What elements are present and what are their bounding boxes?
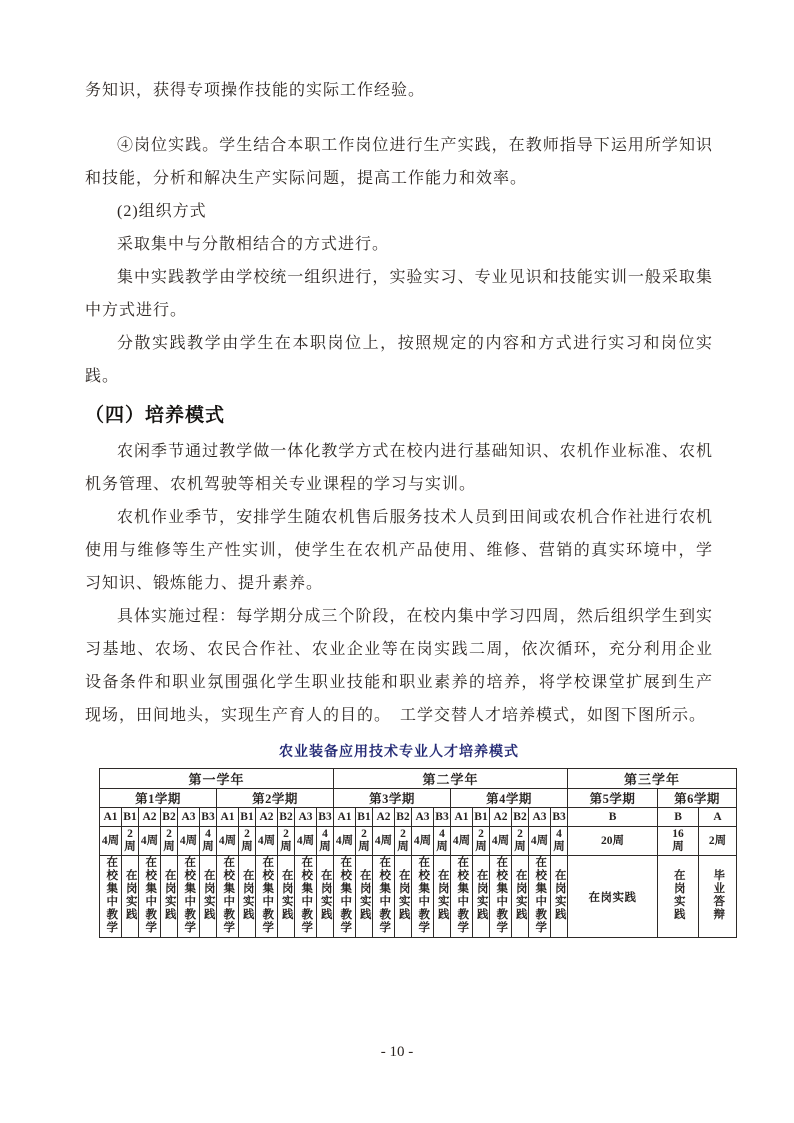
- paragraph: 集中实践教学由学校统一组织进行，实验实习、专业见识和技能实训一般采取集中方式进行。: [85, 269, 713, 319]
- table-title: 农业装备应用技术专业人才培养模式: [279, 743, 519, 759]
- activity-cell: [200, 856, 217, 938]
- phase-cell: B2: [278, 808, 295, 827]
- weeks-cell: 2 周: [278, 827, 295, 856]
- activity-cell: [395, 856, 412, 938]
- activity-cell: [568, 856, 658, 938]
- phase-cell: A3: [178, 808, 200, 827]
- vertical-activity-label: 在校集中教学: [417, 856, 430, 934]
- year-cell: 第二学年: [334, 769, 568, 789]
- weeks-cell: 4周: [529, 827, 551, 856]
- vertical-activity-label: 在校集中教学: [495, 856, 508, 934]
- semester-row: [100, 789, 737, 808]
- weeks-cell: 2周: [699, 827, 737, 856]
- semester-cell: 第1学期: [100, 789, 217, 808]
- activity-cell: [295, 856, 317, 938]
- phase-cell: B: [568, 808, 658, 827]
- year-cell: 第一学年: [100, 769, 334, 789]
- activity-cell: [178, 856, 200, 938]
- phase-cell: B2: [395, 808, 412, 827]
- phase-cell: A1: [334, 808, 356, 827]
- phase-cell: A2: [256, 808, 278, 827]
- activity-cell: [473, 856, 490, 938]
- vertical-activity-label: 在岗实践: [397, 869, 410, 921]
- weeks-cell: 4 周: [317, 827, 334, 856]
- activity-cell: [100, 856, 122, 938]
- semester-cell: 第4学期: [451, 789, 568, 808]
- vertical-activity-label: 在岗实践: [280, 869, 293, 921]
- phase-cell: B1: [356, 808, 373, 827]
- phase-cell: B3: [434, 808, 451, 827]
- paragraph: 农闲季节通过教学做一体化教学方式在校内进行基础知识、农机作业标准、农机机务管理、农机驾驶等相关专业课程的学习与实训。: [85, 443, 713, 493]
- weeks-cell: 2 周: [239, 827, 256, 856]
- activity-cell: [434, 856, 451, 938]
- weeks-cell: 4周: [217, 827, 239, 856]
- phase-cell: A1: [100, 808, 122, 827]
- activity-cell: [122, 856, 139, 938]
- phase-cell: A2: [490, 808, 512, 827]
- phase-cell: A2: [139, 808, 161, 827]
- activity-cell: [373, 856, 395, 938]
- vertical-activity-label: 在岗实践: [202, 869, 215, 921]
- vertical-activity-label: 在校集中教学: [144, 856, 157, 934]
- paragraph: 务知识，获得专项操作技能的实际工作经验。: [85, 82, 426, 99]
- year-row: [100, 769, 737, 789]
- weeks-cell: 4周: [490, 827, 512, 856]
- activity-label: 在岗实践: [588, 891, 637, 904]
- phase-cell: A2: [373, 808, 395, 827]
- vertical-activity-label: 在岗实践: [514, 869, 527, 921]
- paragraph: (2)组织方式: [117, 203, 207, 220]
- weeks-cell: 4周: [451, 827, 473, 856]
- vertical-activity-label: 在岗实践: [475, 869, 488, 921]
- phase-cell: B: [658, 808, 699, 827]
- phase-cell: B1: [473, 808, 490, 827]
- weeks-cell: 2 周: [473, 827, 490, 856]
- weeks-row: [100, 827, 737, 856]
- weeks-cell: 2 周: [512, 827, 529, 856]
- phase-cell: B3: [200, 808, 217, 827]
- phase-cell: A3: [412, 808, 434, 827]
- vertical-activity-label: 在校集中教学: [222, 856, 235, 934]
- vertical-activity-label: 在岗实践: [124, 869, 137, 921]
- phase-cell: B3: [551, 808, 568, 827]
- weeks-cell: 4周: [334, 827, 356, 856]
- activity-cell: [412, 856, 434, 938]
- vertical-activity-label: 在岗实践: [358, 869, 371, 921]
- vertical-activity-label: 在岗实践: [319, 869, 332, 921]
- phase-cell: A3: [295, 808, 317, 827]
- vertical-activity-label: 在岗实践: [241, 869, 254, 921]
- phase-cell: B1: [122, 808, 139, 827]
- activity-cell: [139, 856, 161, 938]
- paragraph: 分散实践教学由学生在本职岗位上，按照规定的内容和方式进行实习和岗位实践。: [85, 335, 713, 385]
- section-heading: （四）培养模式: [85, 405, 226, 426]
- weeks-cell: 4 周: [200, 827, 217, 856]
- training-model-table: [99, 768, 737, 938]
- paragraph: 具体实施过程：每学期分成三个阶段，在校内集中学习四周，然后组织学生到实习基地、农场、农民合作社、农业企业等在岗实践二周，依次循环，充分利用企业设备条件和职业氛围强化学生职业技能和职业素养的培养，将学校课堂扩展到生产现场，田间地头，实现生产育人的目的。 工学交替人才培养模式，如图下图所示。: [85, 608, 713, 724]
- weeks-cell: 4周: [256, 827, 278, 856]
- phase-cell: A: [699, 808, 737, 827]
- phase-row: [100, 808, 737, 827]
- page-content: [85, 74, 727, 938]
- year-cell: 第三学年: [568, 769, 737, 789]
- vertical-activity-label: 在校集中教学: [300, 856, 313, 934]
- page-number: - 10 -: [380, 1044, 414, 1060]
- vertical-activity-label: 在校集中教学: [105, 856, 118, 934]
- activity-cell: [239, 856, 256, 938]
- phase-cell: A1: [451, 808, 473, 827]
- activity-cell: [699, 856, 737, 938]
- activity-cell: [512, 856, 529, 938]
- activity-cell: [551, 856, 568, 938]
- vertical-activity-label: 在校集中教学: [378, 856, 391, 934]
- activity-cell: [658, 856, 699, 938]
- vertical-activity-label: 在岗实践: [163, 869, 176, 921]
- paragraph: 采取集中与分散相结合的方式进行。: [117, 236, 390, 253]
- activity-cell: [317, 856, 334, 938]
- semester-cell: 第6学期: [658, 789, 737, 808]
- semester-cell: 第3学期: [334, 789, 451, 808]
- activity-cell: [529, 856, 551, 938]
- vertical-activity-label: 在校集中教学: [339, 856, 352, 934]
- phase-cell: A1: [217, 808, 239, 827]
- phase-cell: B2: [512, 808, 529, 827]
- phase-cell: B3: [317, 808, 334, 827]
- weeks-cell: 16 周: [658, 827, 699, 856]
- activity-cell: [217, 856, 239, 938]
- activity-row: [100, 856, 737, 938]
- weeks-cell: 4周: [139, 827, 161, 856]
- semester-cell: 第2学期: [217, 789, 334, 808]
- phase-cell: B1: [239, 808, 256, 827]
- vertical-activity-label: 在岗实践: [672, 869, 685, 921]
- vertical-activity-label: 在岗实践: [553, 869, 566, 921]
- phase-cell: A3: [529, 808, 551, 827]
- vertical-activity-label: 在校集中教学: [456, 856, 469, 934]
- activity-cell: [451, 856, 473, 938]
- weeks-cell: 20周: [568, 827, 658, 856]
- vertical-activity-label: 毕业答辩: [712, 869, 725, 921]
- weeks-cell: 4周: [295, 827, 317, 856]
- activity-cell: [278, 856, 295, 938]
- text-blocks: [85, 74, 713, 732]
- vertical-activity-label: 在校集中教学: [261, 856, 274, 934]
- activity-cell: [334, 856, 356, 938]
- activity-cell: [256, 856, 278, 938]
- paragraph: ④岗位实践。学生结合本职工作岗位进行生产实践，在教师指导下运用所学知识和技能，分析和解决生产实际问题，提高工作能力和效率。: [85, 137, 713, 187]
- weeks-cell: 4周: [412, 827, 434, 856]
- weeks-cell: 4周: [100, 827, 122, 856]
- activity-cell: [490, 856, 512, 938]
- weeks-cell: 4周: [373, 827, 395, 856]
- activity-cell: [356, 856, 373, 938]
- weeks-cell: 2 周: [122, 827, 139, 856]
- phase-cell: B2: [161, 808, 178, 827]
- weeks-cell: 2 周: [161, 827, 178, 856]
- weeks-cell: 4 周: [434, 827, 451, 856]
- paragraph: 农机作业季节，安排学生随农机售后服务技术人员到田间或农机合作社进行农机使用与维修等生产性实训，使学生在农机产品使用、维修、营销的真实环境中，学习知识、锻炼能力、提升素养。: [85, 509, 713, 592]
- vertical-activity-label: 在校集中教学: [534, 856, 547, 934]
- weeks-cell: 4周: [178, 827, 200, 856]
- weeks-cell: 4 周: [551, 827, 568, 856]
- semester-cell: 第5学期: [568, 789, 658, 808]
- vertical-activity-label: 在校集中教学: [183, 856, 196, 934]
- activity-cell: [161, 856, 178, 938]
- weeks-cell: 2 周: [395, 827, 412, 856]
- weeks-cell: 2 周: [356, 827, 373, 856]
- vertical-activity-label: 在岗实践: [436, 869, 449, 921]
